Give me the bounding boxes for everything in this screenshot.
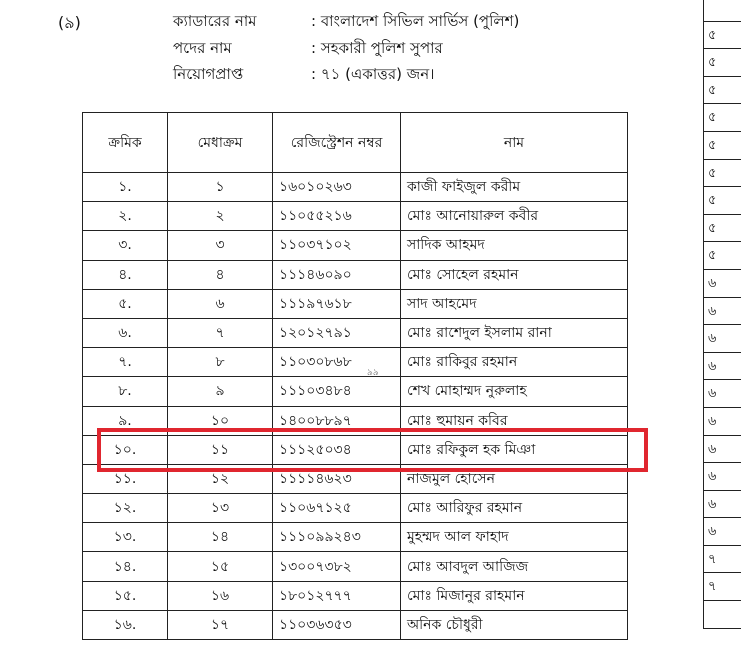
cell-reg: ১১০৬৭১২৫ <box>273 494 401 523</box>
cell-name: মোঃ মিজানুর রাহমান <box>401 581 628 610</box>
cell-name: মোঃ আবদুল আজিজ <box>401 552 628 581</box>
cell-reg: ১১১০৯৯২৪৩ <box>273 523 401 552</box>
cell-reg: ১১০৩৭১০২ <box>273 231 401 260</box>
cell-serial: ১১. <box>83 464 168 493</box>
side-cell: ৫ <box>704 132 741 160</box>
cell-serial: ১০. <box>83 435 168 464</box>
cell-merit: ৩ <box>168 231 273 260</box>
cell-name: মোঃ রাশেদুল ইসলাম রানা <box>401 318 628 347</box>
side-cell: ৫ <box>704 160 741 188</box>
cell-reg: ১২০১২৭৯১ <box>273 318 401 347</box>
cell-merit: ১২ <box>168 464 273 493</box>
cell-name: মোঃ সোহেল রহমান <box>401 260 628 289</box>
table-row <box>83 610 628 639</box>
cell-serial: ১৩. <box>83 523 168 552</box>
col-merit-header: মেধাক্রম <box>168 113 273 173</box>
cell-reg: ১১১১৪৬২৩ <box>273 464 401 493</box>
cell-reg: ১১১৪৬০৯০ <box>273 260 401 289</box>
cell-merit: ১০ <box>168 406 273 435</box>
side-cell: ৫ <box>704 242 741 270</box>
cell-reg: ১৬০১০২৬৩ <box>273 173 401 202</box>
cell-merit: ৯ <box>168 377 273 406</box>
cell-reg: ১১০৫৫২১৬ <box>273 202 401 231</box>
cell-merit: ১৫ <box>168 552 273 581</box>
appointed-value: : ৭১ (একাত্তর) জন। <box>311 65 435 83</box>
post-label: পদের নাম <box>173 39 232 57</box>
side-cell: ৬ <box>704 298 741 326</box>
cell-serial: ৭. <box>83 348 168 377</box>
side-cell: ৬ <box>704 408 741 436</box>
side-cell: ৬ <box>704 380 741 408</box>
side-cell: ৫ <box>704 77 741 105</box>
table-row <box>83 260 628 289</box>
table-row <box>83 523 628 552</box>
cell-merit: ১ <box>168 173 273 202</box>
side-cell: ৫ <box>704 187 741 215</box>
side-cell: ৫ <box>704 215 741 243</box>
cell-serial: ৯. <box>83 406 168 435</box>
cell-serial: ১৪. <box>83 552 168 581</box>
side-cell: ৬ <box>704 325 741 353</box>
cell-name: সাদিক আহমদ <box>401 231 628 260</box>
side-cell <box>704 601 741 629</box>
cell-name: শেখ মোহাম্মদ নুরুলাহ <box>401 377 628 406</box>
table-row <box>83 464 628 493</box>
table-row <box>83 581 628 610</box>
col-serial-header: ক্রমিক <box>83 113 168 173</box>
cell-reg: ১১০৩৬৩৫৩ <box>273 610 401 639</box>
side-cell: ৫ <box>704 22 741 50</box>
section-number: (৯) <box>58 13 81 32</box>
table-header-row <box>83 113 628 173</box>
cell-name: নাজমুল হোসেন <box>401 464 628 493</box>
cell-name: অনিক চৌধুরী <box>401 610 628 639</box>
cell-serial: ৫. <box>83 289 168 318</box>
cell-merit: ৮ <box>168 348 273 377</box>
cell-reg: ১১১০৩৪৮৪ <box>273 377 401 406</box>
side-cell: ৬ <box>704 436 741 464</box>
table-row <box>83 552 628 581</box>
cell-name: কাজী ফাইজুল করীম <box>401 173 628 202</box>
cell-name: সাদ আহমেদ <box>401 289 628 318</box>
cell-reg: ১৮০১২৭৭৭ <box>273 581 401 610</box>
appointed-label: নিয়োগপ্রাপ্ত <box>173 65 244 83</box>
table-row <box>83 435 628 464</box>
table-row <box>83 173 628 202</box>
cell-reg: ১৪০০৮৮৯৭ <box>273 406 401 435</box>
cell-merit: ১৪ <box>168 523 273 552</box>
side-cell: ৬ <box>704 518 741 546</box>
table-row <box>83 202 628 231</box>
side-cell <box>704 0 741 22</box>
cell-reg: ১১০৩০৮৬৮ <box>273 348 401 377</box>
cell-merit: ১৬ <box>168 581 273 610</box>
cell-name: মোঃ রাকিবুর রহমান <box>401 348 628 377</box>
cell-merit: ৭ <box>168 318 273 347</box>
cell-serial: ১. <box>83 173 168 202</box>
cell-reg: ১৩০০৭৩৮২ <box>273 552 401 581</box>
side-cell: ৬ <box>704 270 741 298</box>
cadre-label: ক্যাডারের নাম <box>173 12 257 30</box>
cell-serial: ৮. <box>83 377 168 406</box>
cell-merit: ৪ <box>168 260 273 289</box>
table-row <box>83 494 628 523</box>
cell-name: মুহম্মদ আল ফাহাদ <box>401 523 628 552</box>
side-cell: ৭ <box>704 546 741 574</box>
side-cell: ৬ <box>704 463 741 491</box>
table-row <box>83 406 628 435</box>
table-row <box>83 289 628 318</box>
scan-mark: ৯৯ <box>367 368 379 378</box>
cell-name: মোঃ আনোয়ারুল কবীর <box>401 202 628 231</box>
results-table <box>82 112 628 640</box>
cell-merit: ৬ <box>168 289 273 318</box>
cell-serial: ৬. <box>83 318 168 347</box>
cadre-value: : বাংলাদেশ সিভিল সার্ভিস (পুলিশ) <box>311 12 520 30</box>
post-value: : সহকারী পুলিশ সুপার <box>311 39 443 57</box>
side-cell: ৭ <box>704 573 741 601</box>
cell-serial: ১৬. <box>83 610 168 639</box>
cell-serial: ৩. <box>83 231 168 260</box>
cell-serial: ১২. <box>83 494 168 523</box>
table-row <box>83 318 628 347</box>
side-cell: ৫ <box>704 104 741 132</box>
table-row <box>83 348 628 377</box>
cell-reg: ১১১২৫০৩৪ <box>273 435 401 464</box>
cell-merit: ২ <box>168 202 273 231</box>
side-cell: ৬ <box>704 491 741 519</box>
cell-name: মোঃ আরিফুর রহমান <box>401 494 628 523</box>
cell-name: মোঃ হুমায়ন কবির <box>401 406 628 435</box>
table-row <box>83 377 628 406</box>
cell-reg: ১১১৯৭৬১৮ <box>273 289 401 318</box>
cell-name: মোঃ রফিকুল হক মিঞা <box>401 435 628 464</box>
adjacent-page-column <box>703 0 741 629</box>
cell-serial: ৪. <box>83 260 168 289</box>
cell-merit: ১৩ <box>168 494 273 523</box>
side-cell: ৫ <box>704 49 741 77</box>
cell-serial: ১৫. <box>83 581 168 610</box>
side-cell: ৬ <box>704 353 741 381</box>
cell-serial: ২. <box>83 202 168 231</box>
col-name-header: নাম <box>401 113 628 173</box>
cell-merit: ১৭ <box>168 610 273 639</box>
cell-merit: ১১ <box>168 435 273 464</box>
col-registration-header: রেজিস্ট্রেশন নম্বর <box>273 113 401 173</box>
table-row <box>83 231 628 260</box>
